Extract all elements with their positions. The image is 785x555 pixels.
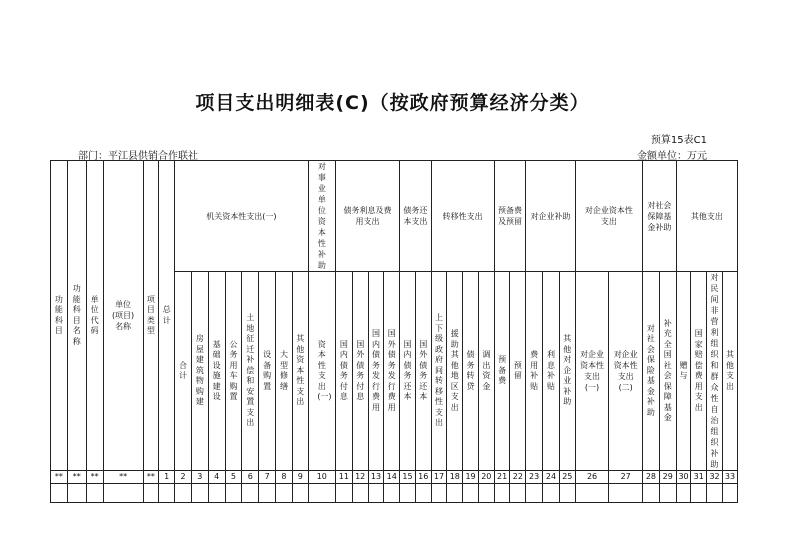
header-g4-for-principal: 国外债务还本 xyxy=(415,272,431,471)
header-g7-other: 其他对企业补助 xyxy=(559,272,575,471)
data-cell xyxy=(400,484,416,503)
data-cell xyxy=(384,484,400,503)
data-cell xyxy=(559,484,575,503)
header-project-type: 项目类型 xyxy=(143,161,159,471)
index-cell: 24 xyxy=(543,471,560,484)
data-cell xyxy=(352,484,368,503)
header-group-debt-interest: 债务利息及费用支出 xyxy=(335,161,399,272)
header-g10-npo: 对民间非营利组织和群众性自治组织补助 xyxy=(707,272,723,471)
data-cell xyxy=(609,484,643,503)
index-cell: 27 xyxy=(609,471,643,484)
header-g10-other: 其他支出 xyxy=(722,272,737,471)
data-cell xyxy=(103,484,143,503)
index-cell: 7 xyxy=(259,471,276,484)
header-g1-total: 合计 xyxy=(175,272,192,471)
index-cell: ** xyxy=(67,471,86,484)
header-group-other: 其他支出 xyxy=(676,161,737,272)
data-cell xyxy=(159,484,175,503)
table-code: 预算15表C1 xyxy=(650,135,707,146)
data-cell xyxy=(431,484,447,503)
header-g7-fee-subsidy: 费用补贴 xyxy=(526,272,543,471)
index-cell: 10 xyxy=(308,471,335,484)
data-cell xyxy=(335,484,352,503)
data-cell xyxy=(659,484,676,503)
data-cell xyxy=(415,484,431,503)
index-cell: 17 xyxy=(431,471,447,484)
header-g3-dom-fee: 国内债务发行费用 xyxy=(368,272,384,471)
index-row xyxy=(51,471,738,484)
index-cell: 13 xyxy=(368,471,384,484)
header-group-capital-1: 机关资本性支出(一) xyxy=(175,161,309,272)
page-title: 项目支出明细表(C)（按政府预算经济分类） xyxy=(195,92,590,114)
data-cell xyxy=(242,484,259,503)
index-cell: 6 xyxy=(242,471,259,484)
index-cell: 5 xyxy=(225,471,242,484)
budget-table xyxy=(50,160,738,503)
index-cell: 21 xyxy=(494,471,510,484)
index-cell: ** xyxy=(103,471,143,484)
data-cell xyxy=(225,484,242,503)
header-func-subject: 功能科目 xyxy=(51,161,68,471)
data-cell xyxy=(543,484,560,503)
index-cell: 15 xyxy=(400,471,416,484)
header-g1-vehicle: 公务用车购置 xyxy=(225,272,242,471)
index-cell: 19 xyxy=(463,471,479,484)
index-cell: 16 xyxy=(415,471,431,484)
data-cell xyxy=(292,484,308,503)
header-g7-interest-subsidy: 利息补贴 xyxy=(543,272,560,471)
header-g3-for-interest: 国外债务付息 xyxy=(352,272,368,471)
header-g3-for-fee: 国外债务发行费用 xyxy=(384,272,400,471)
data-cell xyxy=(478,484,494,503)
data-cell xyxy=(676,484,691,503)
index-cell: 20 xyxy=(478,471,494,484)
header-g9-national-fund: 补充全国社会保障基金 xyxy=(659,272,676,471)
index-cell: 18 xyxy=(447,471,463,484)
header-g5-aid: 援助其他地区支出 xyxy=(447,272,463,471)
data-cell xyxy=(463,484,479,503)
header-unit-code: 单位代码 xyxy=(86,161,103,471)
header-unit-name: 单位(项目)名称 xyxy=(103,161,143,471)
header-g8-capital-1: 对企业资本性支出(一) xyxy=(575,272,609,471)
data-cell xyxy=(575,484,609,503)
index-cell: 11 xyxy=(335,471,352,484)
header-g1-building: 房屋建筑物购建 xyxy=(191,272,208,471)
index-cell: 23 xyxy=(526,471,543,484)
header-group-enterprise-capital: 对企业资本性支出 xyxy=(575,161,642,272)
table-row xyxy=(51,484,738,503)
header-g8-capital-2: 对企业资本性支出(二) xyxy=(609,272,643,471)
index-cell: 28 xyxy=(643,471,660,484)
index-cell: 3 xyxy=(191,471,208,484)
header-group-institution-capital: 对事业单位资本性补助 xyxy=(308,161,335,272)
data-cell xyxy=(51,484,68,503)
data-cell xyxy=(175,484,192,503)
header-g1-equipment: 设备购置 xyxy=(259,272,276,471)
index-cell: 9 xyxy=(292,471,308,484)
header-g3-dom-interest: 国内债务付息 xyxy=(335,272,352,471)
data-cell xyxy=(526,484,543,503)
department-label: 部门：平江县供销合作联社 xyxy=(78,151,198,162)
header-g1-infrastructure: 基础设施建设 xyxy=(208,272,225,471)
data-cell xyxy=(276,484,293,503)
header-group-debt-principal: 债务还本支出 xyxy=(400,161,432,272)
data-cell xyxy=(86,484,103,503)
index-cell: ** xyxy=(86,471,103,484)
index-cell: 12 xyxy=(352,471,368,484)
header-g10-compensation: 国家赔偿费用支出 xyxy=(691,272,707,471)
header-g1-repair: 大型修缮 xyxy=(276,272,293,471)
data-cell xyxy=(494,484,510,503)
data-cell xyxy=(191,484,208,503)
data-cell xyxy=(143,484,159,503)
header-g2-capital: 资本性支出(一) xyxy=(308,272,335,471)
data-cell xyxy=(447,484,463,503)
data-cell xyxy=(208,484,225,503)
header-g6-retain: 预留 xyxy=(510,272,526,471)
index-cell: 31 xyxy=(691,471,707,484)
index-cell: 32 xyxy=(707,471,723,484)
index-cell: 2 xyxy=(175,471,192,484)
index-cell: 1 xyxy=(159,471,175,484)
header-group-enterprise-subsidy: 对企业补助 xyxy=(526,161,575,272)
index-cell: ** xyxy=(143,471,159,484)
index-cell: 29 xyxy=(659,471,676,484)
data-cell xyxy=(691,484,707,503)
header-g9-insurance: 对社会保险基金补助 xyxy=(643,272,660,471)
header-g1-other: 其他资本性支出 xyxy=(292,272,308,471)
data-cell xyxy=(67,484,86,503)
header-group-reserve: 预备费及预留 xyxy=(494,161,526,272)
amount-unit-label: 金额单位：万元 xyxy=(637,151,707,162)
index-cell: 26 xyxy=(575,471,609,484)
data-cell xyxy=(368,484,384,503)
index-cell: 22 xyxy=(510,471,526,484)
header-g6-reserve-fee: 预备费 xyxy=(494,272,510,471)
data-cell xyxy=(259,484,276,503)
index-cell: ** xyxy=(51,471,68,484)
index-cell: 14 xyxy=(384,471,400,484)
header-group-social-security: 对社会保障基金补助 xyxy=(643,161,677,272)
index-cell: 30 xyxy=(676,471,691,484)
data-cell xyxy=(510,484,526,503)
index-cell: 25 xyxy=(559,471,575,484)
header-total: 总计 xyxy=(159,161,175,471)
data-cell xyxy=(308,484,335,503)
header-g1-land: 土地征迁补偿和安置支出 xyxy=(242,272,259,471)
index-cell: 33 xyxy=(722,471,737,484)
data-cell xyxy=(707,484,723,503)
header-g4-dom-principal: 国内债务还本 xyxy=(400,272,416,471)
header-g5-onlend: 债务转贷 xyxy=(463,272,479,471)
index-cell: 8 xyxy=(276,471,293,484)
header-func-subject-name: 功能科目名称 xyxy=(67,161,86,471)
header-g10-gift: 赠与 xyxy=(676,272,691,471)
index-cell: 4 xyxy=(208,471,225,484)
data-cell xyxy=(722,484,737,503)
data-cell xyxy=(643,484,660,503)
header-g5-intergov: 上下级政府间转移性支出 xyxy=(431,272,447,471)
header-group-transfer: 转移性支出 xyxy=(431,161,494,272)
header-g5-transfer-out: 调出资金 xyxy=(478,272,494,471)
